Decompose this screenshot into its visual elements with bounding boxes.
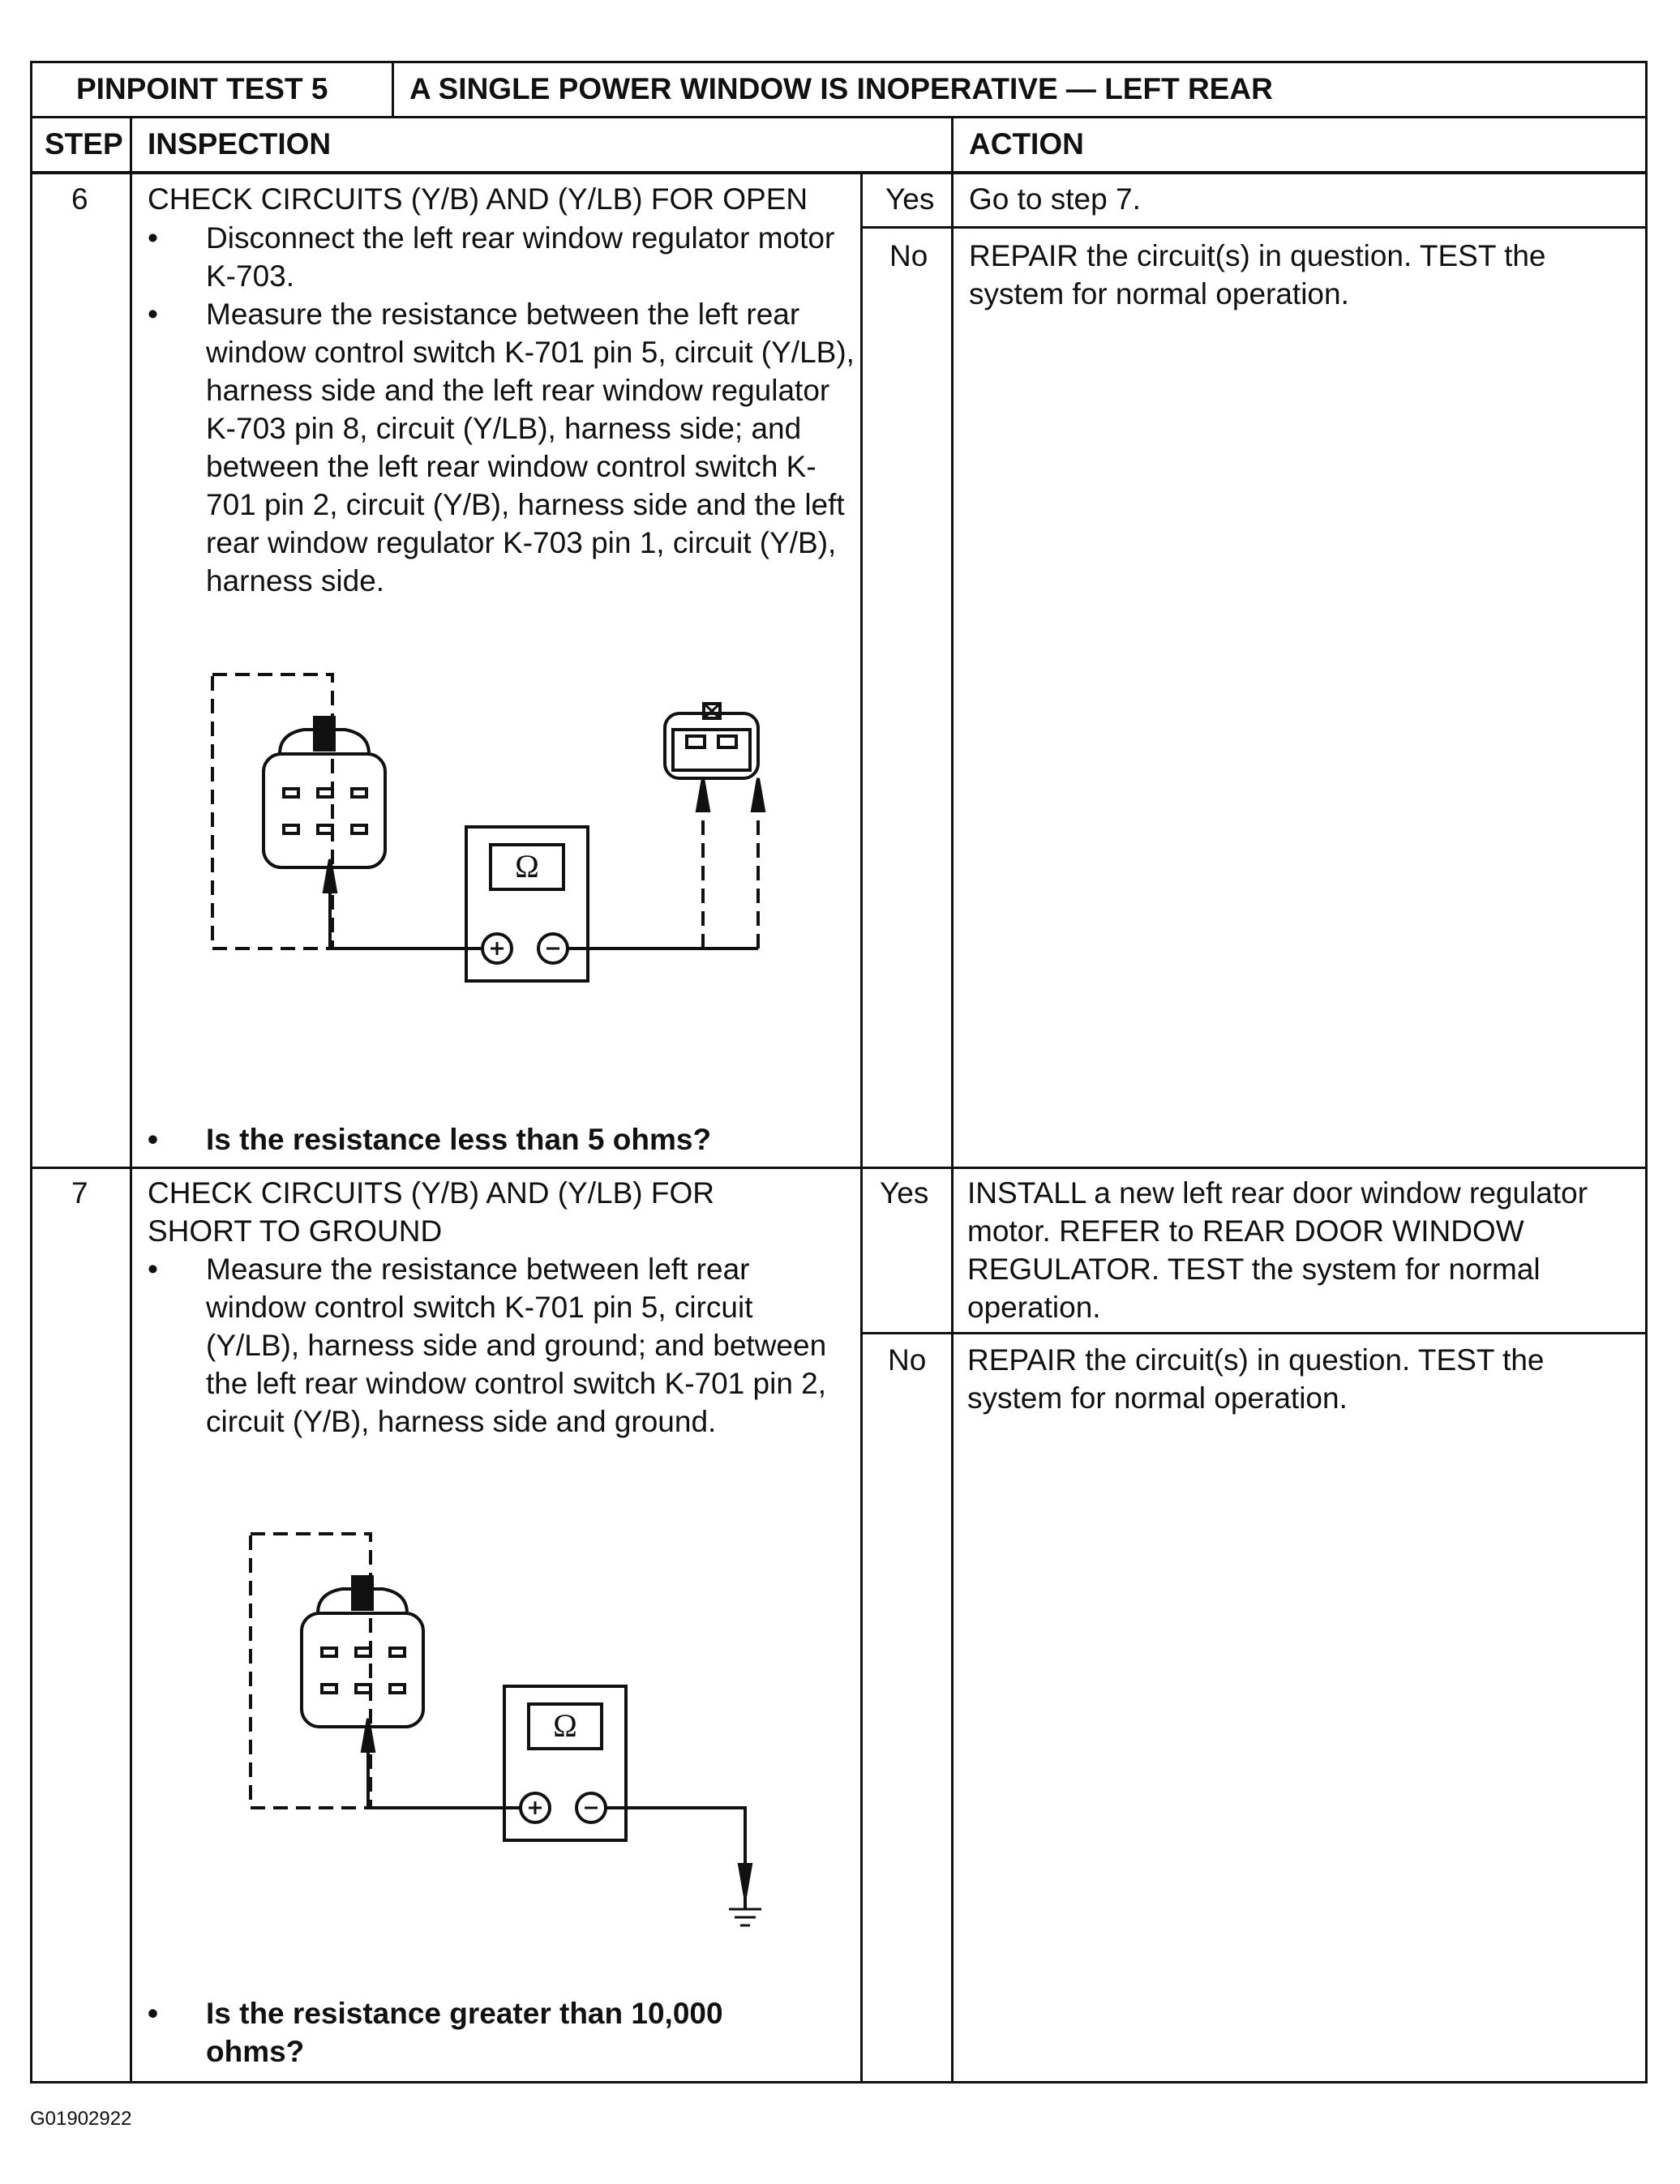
ground-icon (729, 1897, 761, 1925)
action-text: REPAIR the circuit(s) in question. TEST the system for normal operation. (967, 1343, 1545, 1415)
step-title: CHECK CIRCUITS (Y/B) AND (Y/LB) FOR OPEN (148, 182, 808, 216)
action-text: INSTALL a new left rear door window regulator motor. REFER to REAR DOOR WINDOW REGULATOR. TEST the system for normal operation. (967, 1176, 1588, 1324)
answer-yes: Yes (880, 1176, 929, 1210)
pinpoint-test-title: A SINGLE POWER WINDOW IS INOPERATIVE — LEFT REAR (409, 72, 1273, 105)
control-switch-connector-icon (264, 754, 385, 867)
control-switch-connector-icon (302, 1613, 423, 1727)
action-text: Go to step 7. (969, 182, 1141, 216)
inspection-question-text: Is the resistance less than 5 ohms? (206, 1123, 712, 1156)
answer-no: No (888, 1343, 927, 1377)
inspection-bullet: • Disconnect the left rear window regulator motor K-703. (148, 219, 861, 295)
answer-yes: Yes (885, 182, 935, 216)
inspection-bullet: • Measure the resistance between left rear window control switch K-701 pin 5, circuit (Y/LB), harness side and ground; and between the left rear window control switch K-701 pin 2, circuit (Y/B), harness side and ground. (148, 1250, 861, 1510)
inspection-question: • Is the resistance greater than 10,000 ohms? (148, 1994, 812, 2071)
answer-no: No (889, 239, 928, 272)
ohm-symbol: Ω (515, 848, 539, 884)
inspection-bullet: • Measure the resistance between the left rear window control switch K-701 pin 5, circuit (Y/LB), harness side and the left rear window regulator K-703 pin 8, circuit (Y/LB), harness side; and between the left rear window control switch K-701 pin 2, circuit (Y/B), harness side and the left rear window regulator K-703 pin 1, circuit (Y/B), harness side. (148, 295, 861, 603)
step-6-wiring-diagram (203, 665, 819, 1005)
pinpoint-test-label: PINPOINT TEST 5 (76, 72, 328, 105)
column-header-inspection: INSPECTION (148, 127, 332, 161)
inspection-bullet-text: Disconnect the left rear window regulator motor K-703. (206, 221, 835, 293)
figure-code: G01902922 (30, 2108, 132, 2130)
column-header-step: STEP (45, 127, 123, 161)
action-text: REPAIR the circuit(s) in question. TEST the system for normal operation. (969, 239, 1546, 310)
step-number: 6 (71, 182, 88, 216)
column-header-action: ACTION (969, 127, 1084, 161)
ohm-symbol: Ω (553, 1707, 577, 1744)
inspection-bullet-text: Measure the resistance between left rear window control switch K-701 pin 5, circuit (Y/LB), harness side and ground; and between the left rear window control switch K-701 pin 2, circuit (Y/B), harness side and ground. (206, 1253, 827, 1438)
step-7-wiring-diagram (241, 1524, 808, 1946)
inspection-question: • Is the resistance less than 5 ohms? (148, 1120, 861, 1158)
inspection-question-text: Is the resistance greater than 10,000 ohms? (206, 1997, 723, 2068)
step-title: CHECK CIRCUITS (Y/B) AND (Y/LB) FOR SHORT TO GROUND (148, 1176, 714, 1248)
inspection-bullet-text: Measure the resistance between the left rear window control switch K-701 pin 5, circuit (Y/LB), harness side and the left rear window regulator K-703 pin 8, circuit (Y/LB), harness side; and between the left rear window control switch K-701 pin 2, circuit (Y/B), harness side and the left rear window regulator K-703 pin 1, circuit (Y/B), harness side. (206, 298, 855, 597)
step-number: 7 (71, 1176, 88, 1210)
